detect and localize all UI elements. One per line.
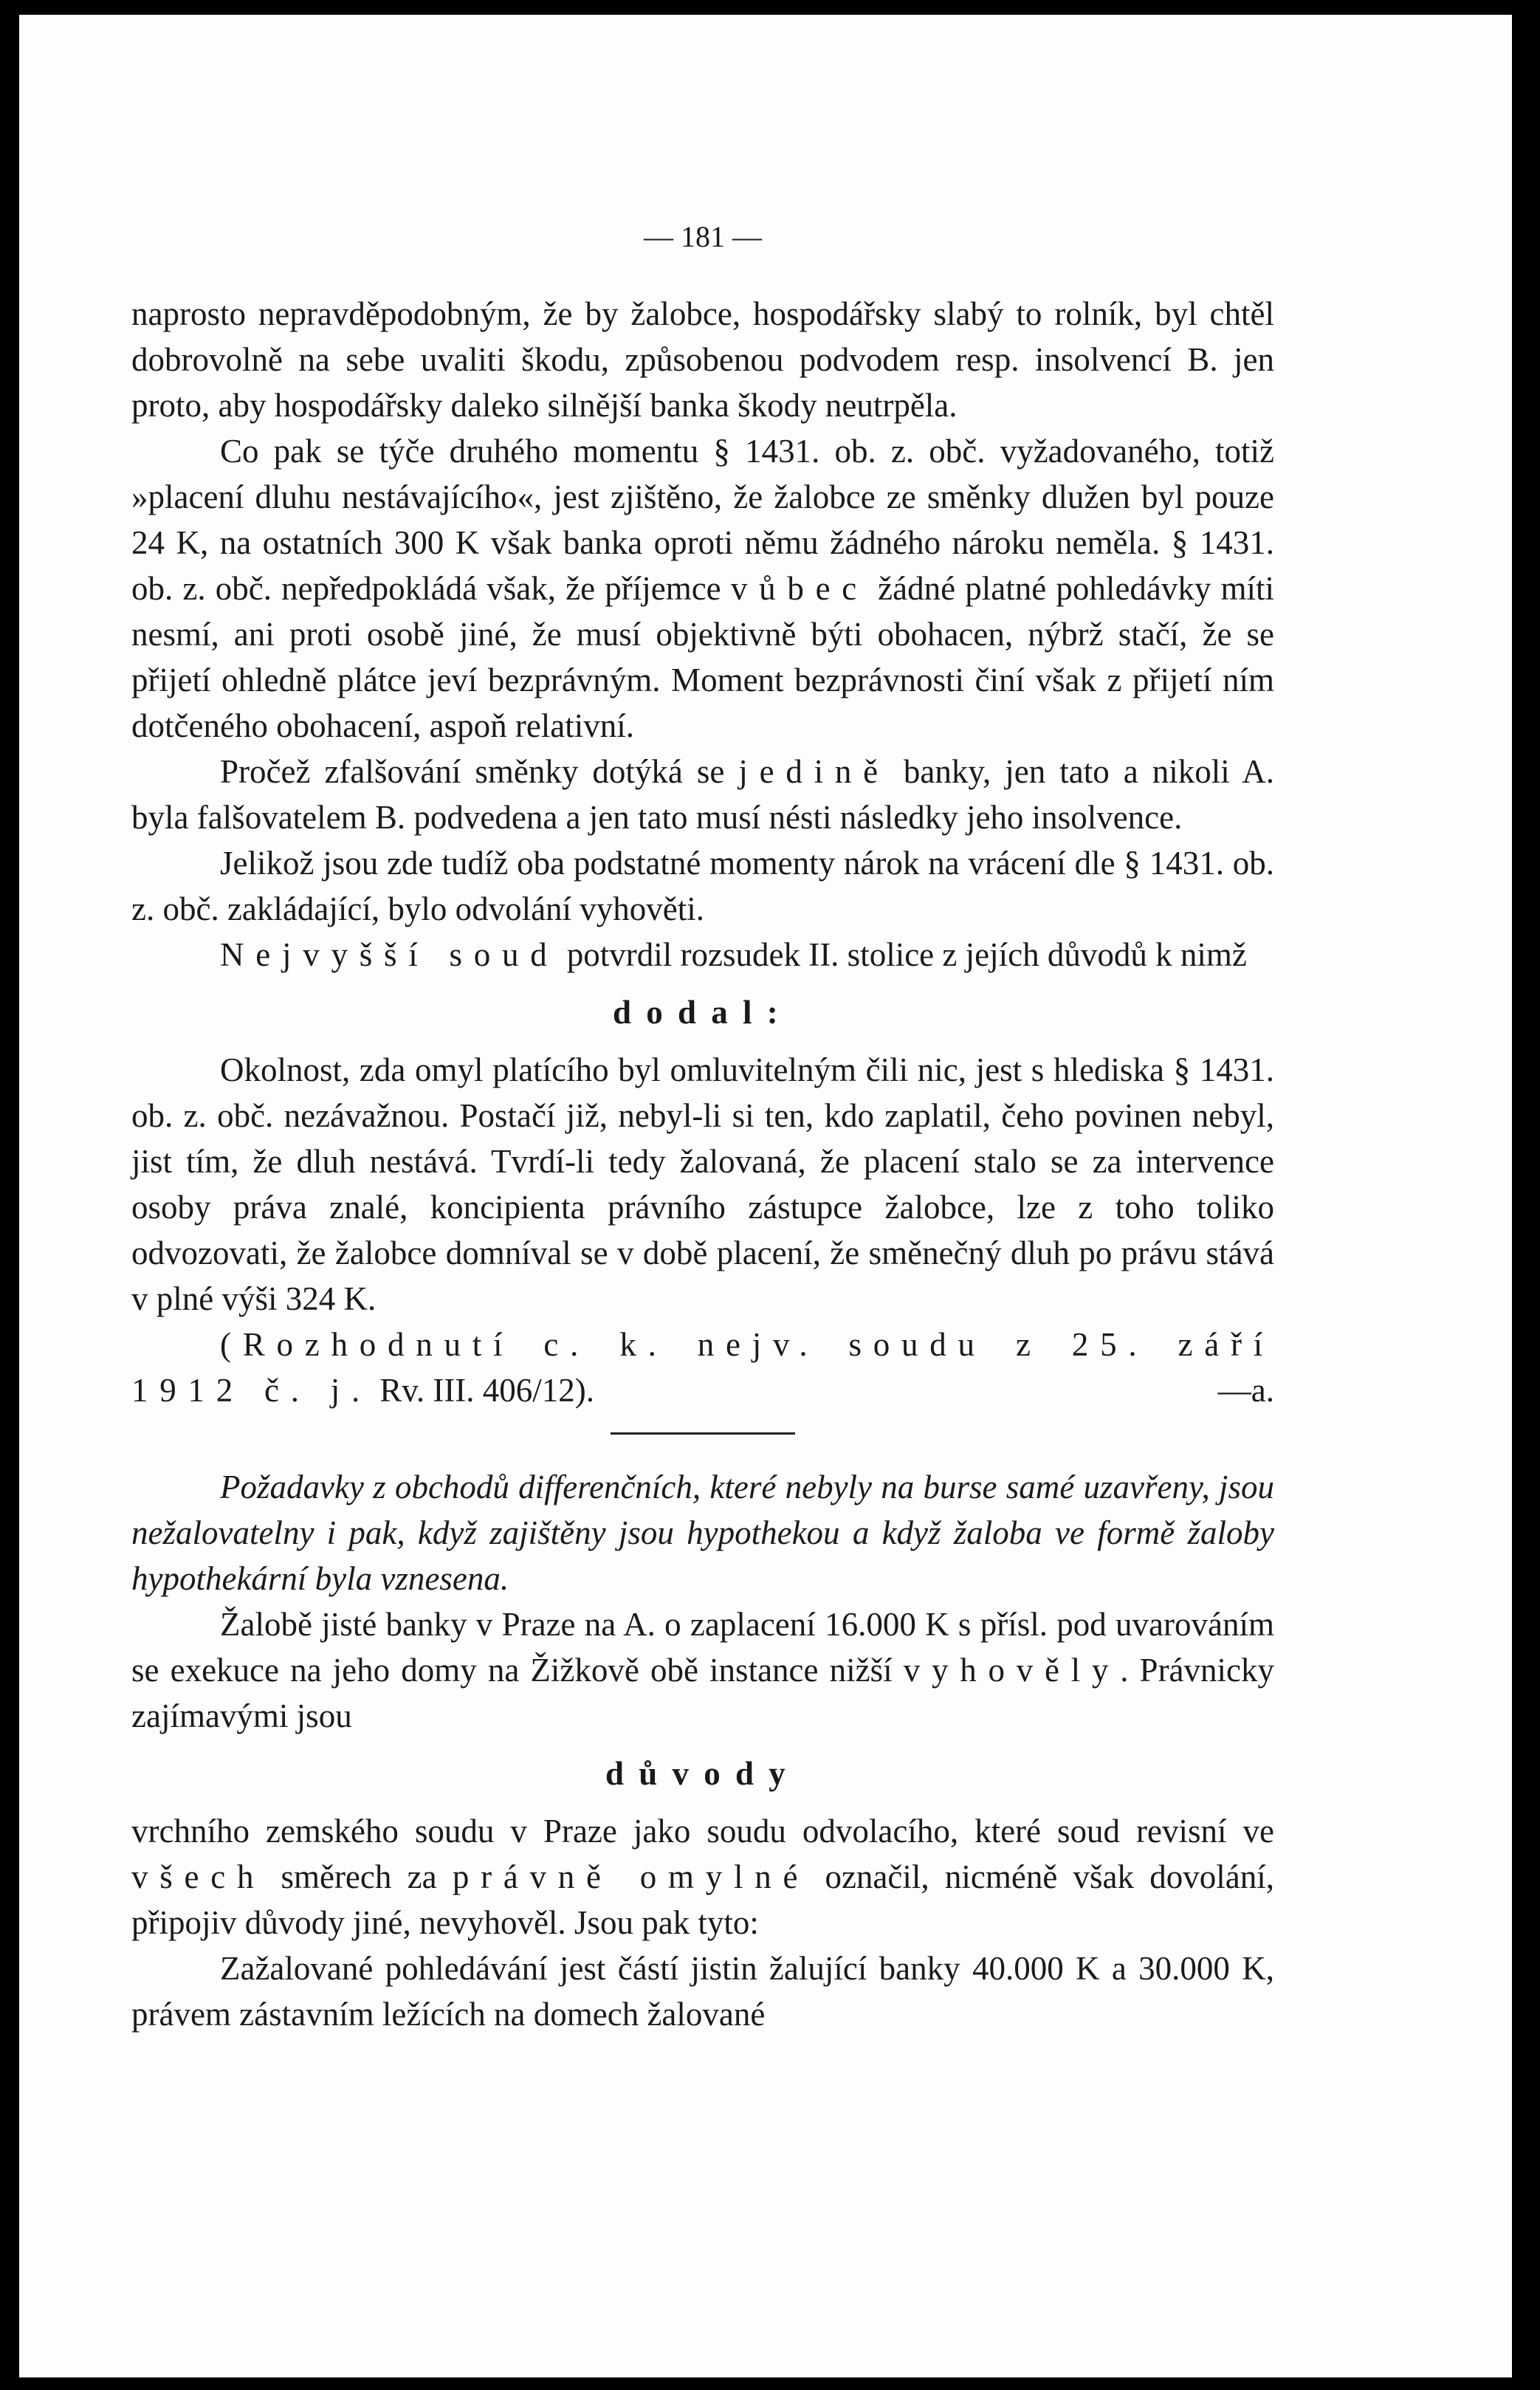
paragraph-2-text-a: Co pak se týče druhého momentu § 1431. ob. z. obč. vyžadovaného, totiž »placení dluhu nestávajícího«, jest zjištěno, že žalobce ze směnky dlužen byl pouze 24 K, na ostatních 300 K však banka oproti němu žádného nároku neměla. § 1431. ob. z. obč. nepředpokládá však, že příjemce [131, 433, 1274, 607]
citation [131, 1322, 1274, 1413]
page [19, 15, 1512, 2377]
paragraph-4: Jelikož jsou zde tudíž oba podstatné momenty nárok na vrácení dle § 1431. ob. z. obč. zakládající, bylo odvolání vyhověti. [131, 845, 1274, 927]
scan-edge [1512, 0, 1540, 2390]
paragraph-3-spaced: jedině [738, 753, 890, 790]
section-divider [611, 1432, 795, 1435]
paragraph-7-spaced: vyhověly [903, 1652, 1121, 1689]
citation-text: (Rozhodnutí c. k. nejv. soudu z 25. září 1912 č. j. [131, 1326, 1274, 1409]
author-mark: —a. [1217, 1372, 1274, 1409]
paragraph-2 [131, 428, 1274, 749]
citation-end: Rv. III. 406/12). [379, 1372, 595, 1409]
paragraph-2-text-b: žádné platné pohledávky míti nesmí, ani proti osobě jiné, že musí objektivně býti obohacen, nýbrž stačí, že se přijetí ohledně plátce jeví bezprávným. Moment bezprávnosti činí však z přijetí ním dotčeného obohacení, aspoň relativní. [131, 570, 1274, 744]
paragraph-8 [131, 1808, 1274, 1946]
heading-duvody: důvody [605, 1755, 801, 1792]
paragraph-3-text-b: banky, jen tato a nikoli A. byla falšovatelem B. podvedena a jen tato musí nésti následky jeho insolvence. [131, 753, 1275, 836]
page-number: — 181 — [644, 220, 762, 253]
paragraph-3-text-a: Pročež zfalšování směnky dotýká se [220, 753, 739, 790]
paragraph-8-text-b: směrech za [265, 1858, 453, 1895]
paragraph-6: Okolnost, zda omyl platícího byl omluvitelným čili nic, jest s hlediska § 1431. ob. z. obč. nezávažnou. Postačí již, nebyl-li si ten, kdo zaplatil, čeho povinen nebyl, jist tím, že dluh nestává. Tvrdí-li tedy žalovaná, že placení stalo se za intervence osoby práva znalé, koncipienta právního zástupce žalobce, lze z toho toliko odvozovati, že žalobce domníval se v době placení, že směnečný dluh po právu stává v plné výši 324 K. [131, 1051, 1274, 1317]
paragraph-8-spaced-2: právně omylné [452, 1858, 810, 1895]
paragraph-8-text-c: označil, nicméně však dovolání, připojiv důvody jiné, nevyhověl. Jsou pak tyto: [131, 1858, 1274, 1941]
paragraph-7-text-b: . Právnicky zajímavými jsou [131, 1652, 1275, 1734]
paragraph-7 [131, 1601, 1274, 1739]
headnote: Požadavky z obchodů differenčních, které nebyly na burse samé uzavřeny, jsou nežalovatelny i pak, když zajištěny jsou hypothekou a když žaloba ve formě žaloby hypothekární byla vznesena. [131, 1469, 1274, 1597]
heading-dodal: dodal: [612, 994, 794, 1031]
paragraph-3 [131, 749, 1274, 840]
document-body [131, 214, 1274, 2037]
paragraph-5 [131, 932, 1274, 978]
paragraph-9: Zažalované pohledávání jest částí jistin žalující banky 40.000 K a 30.000 K, právem zástavním ležících na domech žalované [131, 1950, 1274, 2033]
paragraph-8-text-a: vrchního zemského soudu v Praze jako soudu odvolacího, které soud revisní ve [131, 1813, 1274, 1850]
paragraph-8-spaced-1: všech [131, 1858, 266, 1895]
paragraph-1: naprosto nepravděpodobným, že by žalobce, hospodářsky slabý to rolník, byl chtěl dobrovolně na sebe uvaliti škodu, způsobenou podvodem resp. insolvencí B. jen proto, aby hospodářsky daleko silnější banka škody neutrpěla. [131, 295, 1274, 424]
paragraph-7-text-a: Žalobě jisté banky v Praze na A. o zaplacení 16.000 K s přísl. pod uvarováním se exekuce na jeho domy na Žižkově obě instance nižší [131, 1606, 1274, 1689]
paragraph-5-text: potvrdil rozsudek II. stolice z jejích důvodů k nimž [558, 936, 1247, 973]
paragraph-2-spaced: vůbec [730, 570, 869, 607]
court-name: Nejvyšší soud [220, 936, 559, 973]
